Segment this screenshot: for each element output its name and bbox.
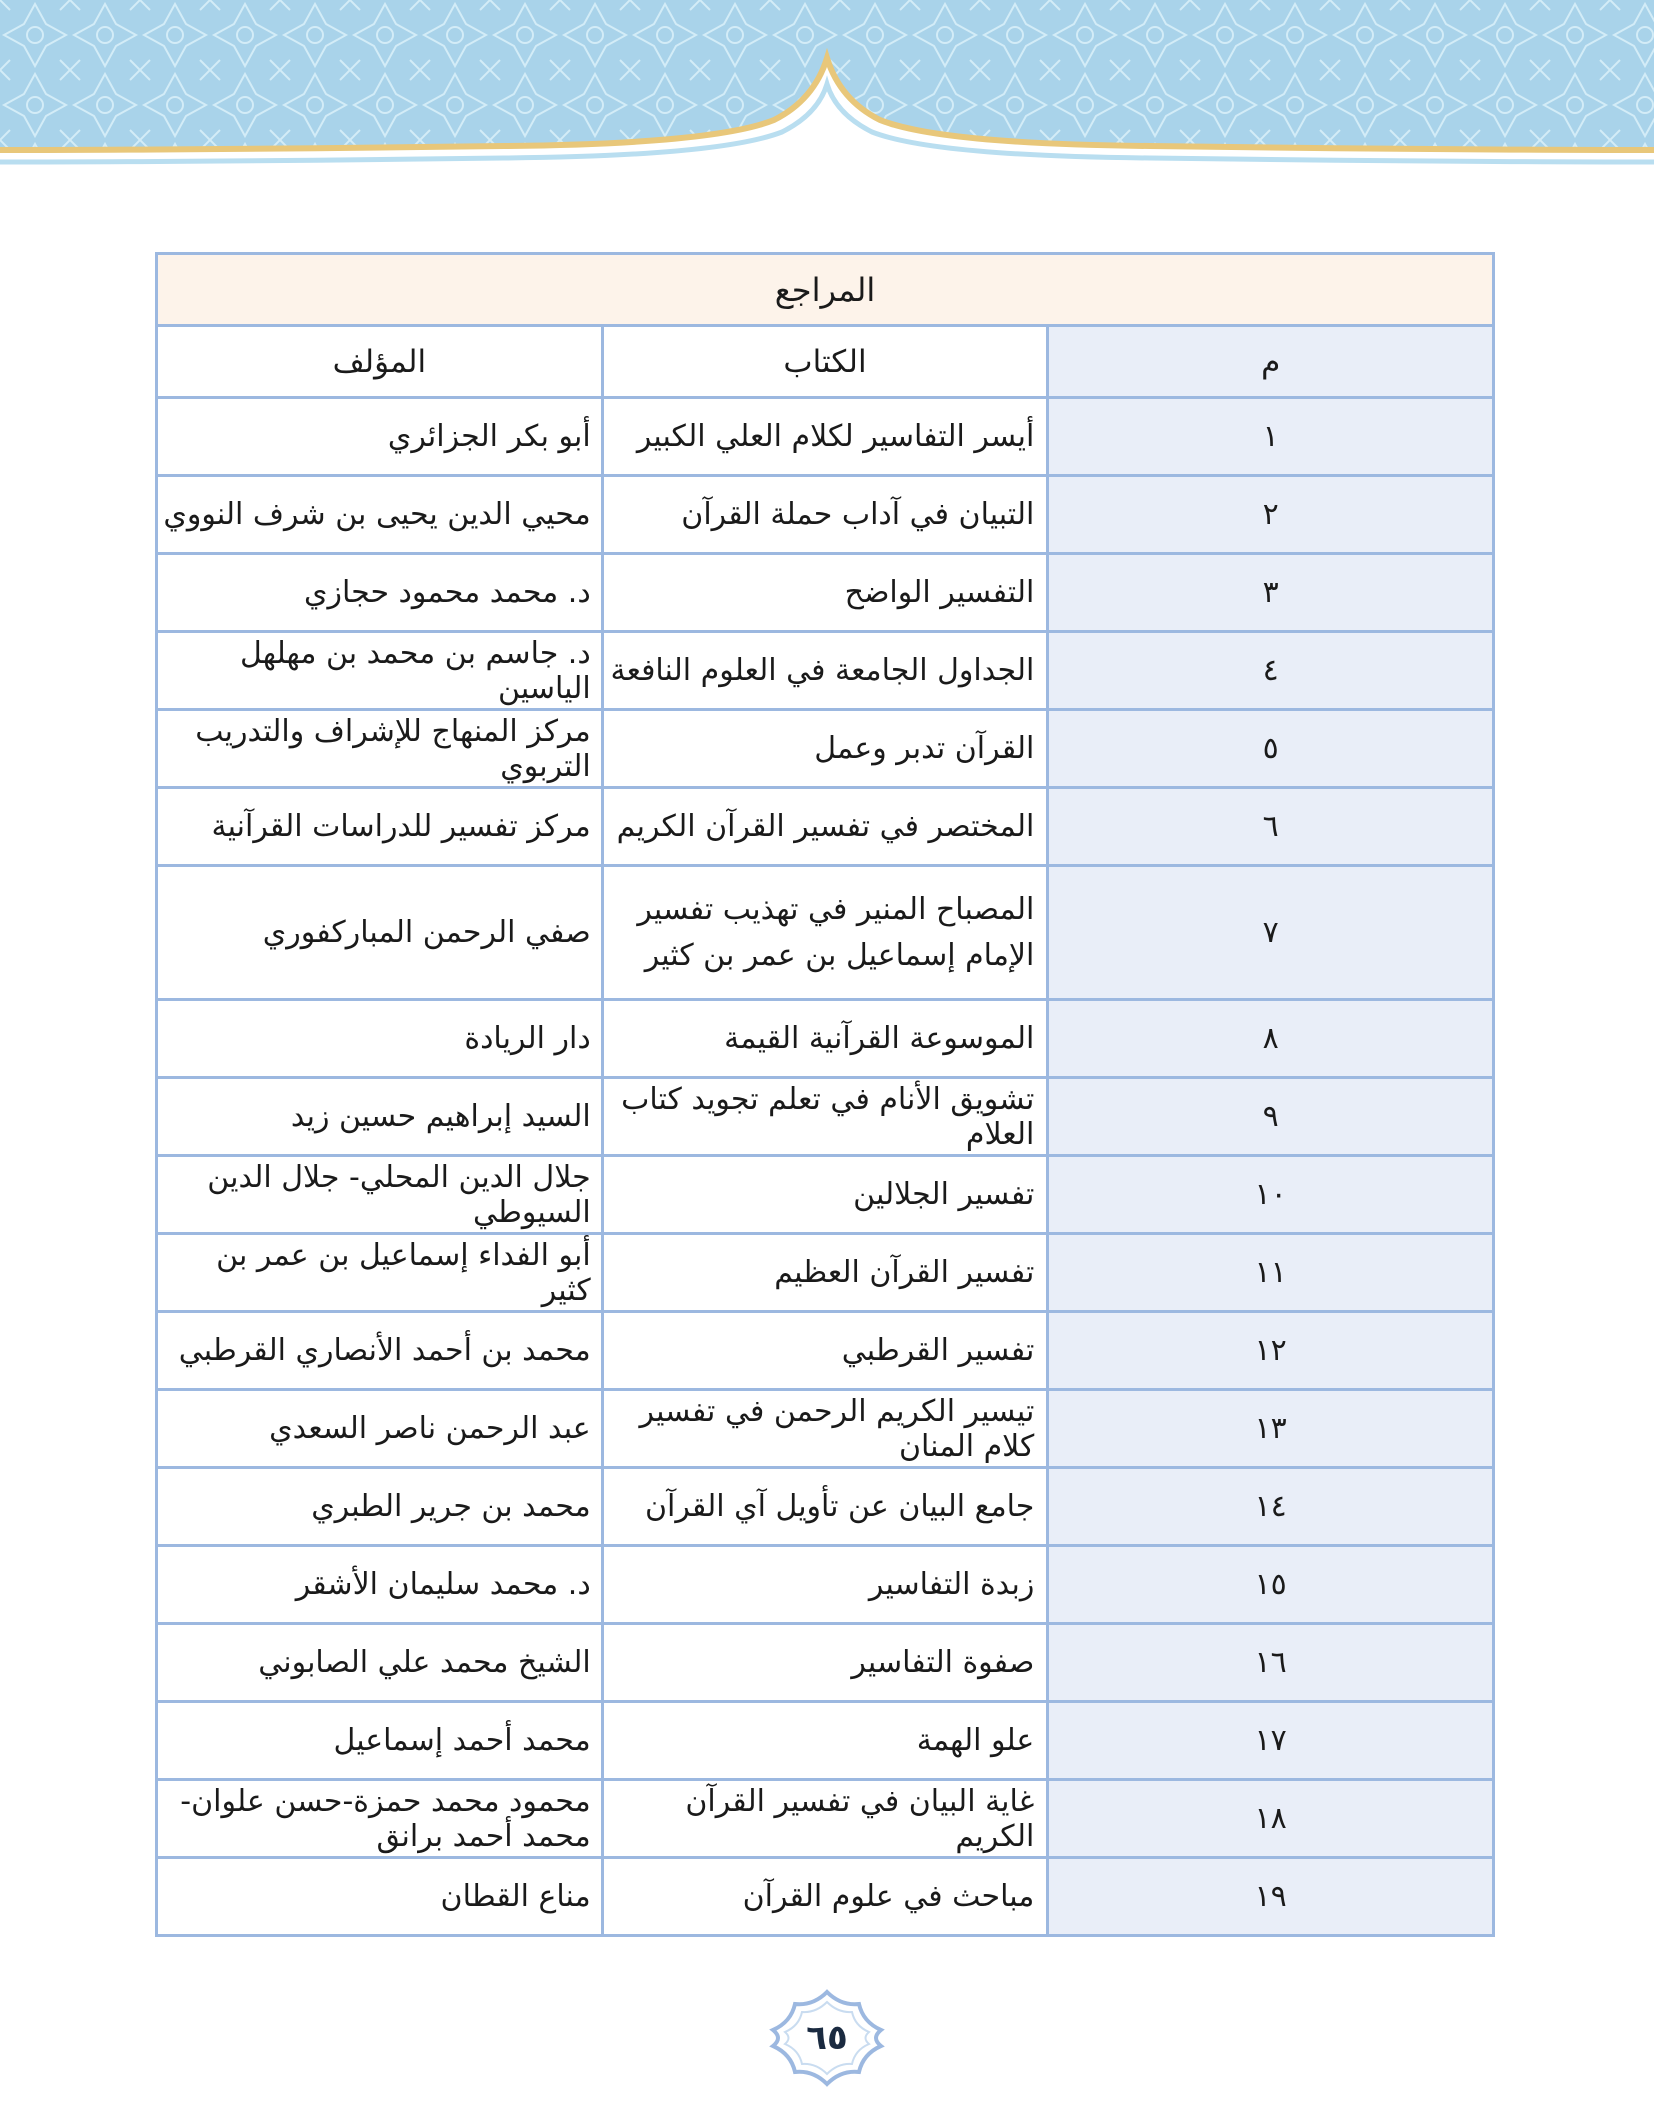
author-name: مناع القطان xyxy=(157,1858,603,1936)
author-name: دار الريادة xyxy=(157,1000,603,1078)
author-name: مركز المنهاج للإشراف والتدريب التربوي xyxy=(157,710,603,788)
author-name: السيد إبراهيم حسين زيد xyxy=(157,1078,603,1156)
author-name: جلال الدين المحلي- جلال الدين السيوطي xyxy=(157,1156,603,1234)
row-number: ٣ xyxy=(1048,554,1494,632)
book-title: أيسر التفاسير لكلام العلي الكبير xyxy=(602,398,1048,476)
book-title: الجداول الجامعة في العلوم النافعة xyxy=(602,632,1048,710)
row-number: ١٢ xyxy=(1048,1312,1494,1390)
book-title: جامع البيان عن تأويل آي القرآن xyxy=(602,1468,1048,1546)
row-number: ١٩ xyxy=(1048,1858,1494,1936)
row-number: ٦ xyxy=(1048,788,1494,866)
book-title: زبدة التفاسير xyxy=(602,1546,1048,1624)
table-row xyxy=(157,1390,1494,1468)
table-row xyxy=(157,866,1494,1000)
author-name: أبو الفداء إسماعيل بن عمر بن كثير xyxy=(157,1234,603,1312)
table-row xyxy=(157,1468,1494,1546)
table-row xyxy=(157,788,1494,866)
table-row xyxy=(157,476,1494,554)
table-row xyxy=(157,398,1494,476)
table-row xyxy=(157,1000,1494,1078)
table-title: المراجع xyxy=(157,254,1494,326)
row-number: ١٨ xyxy=(1048,1780,1494,1858)
table-row xyxy=(157,1780,1494,1858)
author-name: محيي الدين يحيى بن شرف النووي xyxy=(157,476,603,554)
author-name: عبد الرحمن ناصر السعدي xyxy=(157,1390,603,1468)
row-number: ٨ xyxy=(1048,1000,1494,1078)
author-name: صفي الرحمن المباركفوري xyxy=(157,866,603,1000)
book-title: التفسير الواضح xyxy=(602,554,1048,632)
page-number: ٦٥ xyxy=(806,2018,848,2058)
row-number: ٧ xyxy=(1048,866,1494,1000)
book-title-line-2: الإمام إسماعيل بن عمر بن كثير xyxy=(644,937,1035,973)
book-title: صفوة التفاسير xyxy=(602,1624,1048,1702)
book-title-line-1: المصباح المنير في تهذيب تفسير xyxy=(637,891,1035,927)
table-row xyxy=(157,1156,1494,1234)
references-table xyxy=(155,252,1495,1937)
book-title: التبيان في آداب حملة القرآن xyxy=(602,476,1048,554)
table-row xyxy=(157,554,1494,632)
book-title: تفسير القرآن العظيم xyxy=(602,1234,1048,1312)
row-number: ٥ xyxy=(1048,710,1494,788)
author-name: محمد بن جرير الطبري xyxy=(157,1468,603,1546)
book-title: تيسير الكريم الرحمن في تفسير كلام المنان xyxy=(602,1390,1048,1468)
table-row xyxy=(157,1702,1494,1780)
row-number: ١٣ xyxy=(1048,1390,1494,1468)
row-number: ٩ xyxy=(1048,1078,1494,1156)
row-number: ١٦ xyxy=(1048,1624,1494,1702)
book-title: القرآن تدبر وعمل xyxy=(602,710,1048,788)
table-row xyxy=(157,1234,1494,1312)
row-number: ١ xyxy=(1048,398,1494,476)
author-name: د. جاسم بن محمد بن مهلهل الياسين xyxy=(157,632,603,710)
table-row xyxy=(157,632,1494,710)
book-title: مباحث في علوم القرآن xyxy=(602,1858,1048,1936)
table-row xyxy=(157,1858,1494,1936)
header-book: الكتاب xyxy=(602,326,1048,398)
row-number: ١٤ xyxy=(1048,1468,1494,1546)
table-row xyxy=(157,1312,1494,1390)
row-number: ٤ xyxy=(1048,632,1494,710)
author-name: محمود محمد حمزة-حسن علوان- محمد أحمد برانق xyxy=(157,1780,603,1858)
table-row xyxy=(157,1624,1494,1702)
row-number: ١٥ xyxy=(1048,1546,1494,1624)
row-number: ١١ xyxy=(1048,1234,1494,1312)
row-number: ٢ xyxy=(1048,476,1494,554)
row-number: ١٧ xyxy=(1048,1702,1494,1780)
author-name: د. محمد سليمان الأشقر xyxy=(157,1546,603,1624)
author-name: محمد بن أحمد الأنصاري القرطبي xyxy=(157,1312,603,1390)
book-title: الموسوعة القرآنية القيمة xyxy=(602,1000,1048,1078)
decorative-header-banner xyxy=(0,0,1654,180)
header-author: المؤلف xyxy=(157,326,603,398)
table-row xyxy=(157,710,1494,788)
book-title: تفسير الجلالين xyxy=(602,1156,1048,1234)
book-title: المختصر في تفسير القرآن الكريم xyxy=(602,788,1048,866)
header-number: م xyxy=(1048,326,1494,398)
author-name: د. محمد محمود حجازي xyxy=(157,554,603,632)
book-title xyxy=(602,866,1048,1000)
book-title: غاية البيان في تفسير القرآن الكريم xyxy=(602,1780,1048,1858)
table-row xyxy=(157,1078,1494,1156)
row-number: ١٠ xyxy=(1048,1156,1494,1234)
author-name: محمد أحمد إسماعيل xyxy=(157,1702,603,1780)
page-number-badge xyxy=(767,1988,887,2088)
author-name: أبو بكر الجزائري xyxy=(157,398,603,476)
book-title: علو الهمة xyxy=(602,1702,1048,1780)
author-name: مركز تفسير للدراسات القرآنية xyxy=(157,788,603,866)
author-name: الشيخ محمد علي الصابوني xyxy=(157,1624,603,1702)
table-row xyxy=(157,1546,1494,1624)
book-title: تشويق الأنام في تعلم تجويد كتاب العلام xyxy=(602,1078,1048,1156)
book-title: تفسير القرطبي xyxy=(602,1312,1048,1390)
